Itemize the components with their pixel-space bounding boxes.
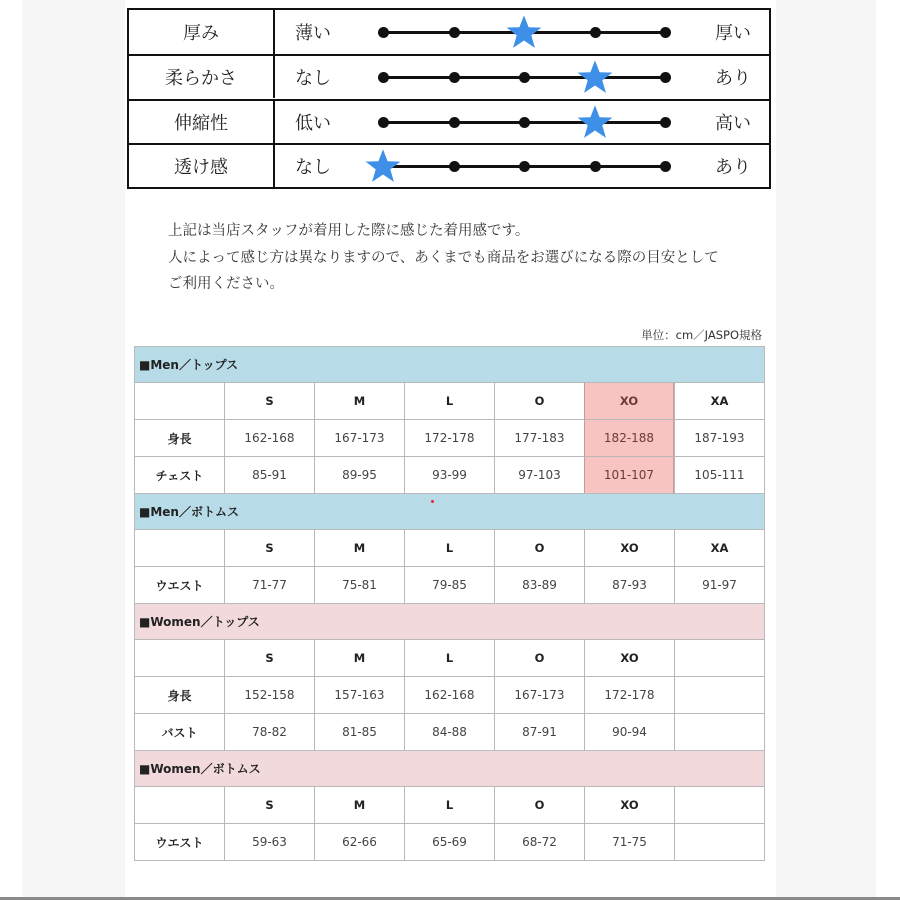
rating-row — [129, 99, 769, 143]
size-row — [134, 823, 765, 861]
size-header-cell: L — [404, 786, 494, 823]
star-icon — [576, 103, 614, 141]
scale-dot — [519, 72, 530, 83]
size-table-men-0 — [134, 346, 765, 493]
size-table-title: ■Women／トップス — [134, 603, 765, 639]
size-row — [134, 456, 765, 493]
measurement-value: 167-173 — [314, 419, 404, 456]
measurement-value — [674, 823, 765, 860]
size-table-women-3 — [134, 750, 765, 861]
rating-high-label: あり — [715, 68, 751, 90]
measurement-value: 157-163 — [314, 676, 404, 713]
size-header-row — [134, 382, 765, 419]
measurement-value: 68-72 — [494, 823, 584, 860]
scale-dot — [660, 27, 671, 38]
measurement-label: ウエスト — [134, 566, 224, 603]
size-header-cell: S — [224, 639, 314, 676]
size-header-cell — [674, 639, 765, 676]
size-header-cell: O — [494, 639, 584, 676]
measurement-value: 71-75 — [584, 823, 674, 860]
rating-high-label: 厚い — [715, 23, 751, 44]
note-line: 人によって感じ方は異なりますので、あくまでも商品をお選びになる際の目安として — [168, 249, 719, 266]
measurement-value: 59-63 — [224, 823, 314, 860]
rating-row — [129, 143, 769, 187]
size-header-cell: O — [494, 786, 584, 823]
measurement-value: 187-193 — [674, 419, 765, 456]
measurement-value: 182-188 — [584, 419, 674, 456]
measurement-label: 身長 — [134, 419, 224, 456]
size-row — [134, 713, 765, 750]
measurement-value — [674, 676, 765, 713]
measurement-value: 71-77 — [224, 566, 314, 603]
star-icon — [576, 58, 614, 96]
measurement-value — [674, 713, 765, 750]
size-row — [134, 566, 765, 603]
size-header-cell: XA — [674, 382, 765, 419]
size-header-cell: L — [404, 639, 494, 676]
size-row — [134, 676, 765, 713]
rating-label: 厚み — [129, 10, 275, 54]
scale-dot — [660, 117, 671, 128]
size-table-title: ■Women／ボトムス — [134, 750, 765, 786]
size-header-cell: XO — [584, 529, 674, 566]
rating-low-label: なし — [295, 68, 331, 90]
rating-row — [129, 54, 769, 98]
rating-low-label: 薄い — [295, 23, 331, 44]
star-icon — [505, 13, 543, 51]
size-row — [134, 419, 765, 456]
scale-dot — [449, 161, 460, 172]
measurement-label: 身長 — [134, 676, 224, 713]
size-table-title: ■Men／ボトムス — [134, 493, 765, 529]
rating-label: 柔らかさ — [129, 56, 275, 98]
stray-mark — [431, 500, 434, 503]
size-header-cell: XA — [674, 529, 765, 566]
note-line: 上記は当店スタッフが着用した際に感じた着用感です。 — [168, 223, 530, 239]
size-header-cell — [674, 786, 765, 823]
scale-dot — [590, 27, 601, 38]
measurement-value: 91-97 — [674, 566, 765, 603]
measurement-label: ウエスト — [134, 823, 224, 860]
size-header-cell: M — [314, 529, 404, 566]
size-header-cell: M — [314, 639, 404, 676]
measurement-value: 172-178 — [584, 676, 674, 713]
size-table-women-2 — [134, 603, 765, 750]
scale-dot — [378, 27, 389, 38]
size-header-cell: L — [404, 382, 494, 419]
measurement-value: 78-82 — [224, 713, 314, 750]
measurement-label: バスト — [134, 713, 224, 750]
rating-low-label: なし — [295, 156, 331, 178]
scale-dot — [449, 27, 460, 38]
measurement-value: 89-95 — [314, 456, 404, 493]
size-header-cell: M — [314, 786, 404, 823]
size-header-cell: XO — [584, 786, 674, 823]
scale-dot — [449, 117, 460, 128]
right-margin-panel — [776, 0, 876, 898]
measurement-value: 172-178 — [404, 419, 494, 456]
measurement-value: 87-93 — [584, 566, 674, 603]
size-header-cell: O — [494, 382, 584, 419]
star-icon — [364, 147, 402, 185]
rating-label: 伸縮性 — [129, 101, 275, 143]
size-header-cell: S — [224, 786, 314, 823]
measurement-value: 97-103 — [494, 456, 584, 493]
rating-row — [129, 10, 769, 54]
measurement-value: 83-89 — [494, 566, 584, 603]
measurement-value: 85-91 — [224, 456, 314, 493]
scale-dot — [519, 117, 530, 128]
rating-label: 透け感 — [129, 145, 275, 187]
measurement-value: 65-69 — [404, 823, 494, 860]
size-header-cell: O — [494, 529, 584, 566]
fabric-feel-rating-table — [127, 8, 771, 189]
rating-high-label: 高い — [715, 112, 751, 134]
size-header-row — [134, 786, 765, 823]
measurement-value: 105-111 — [674, 456, 765, 493]
measurement-value: 162-168 — [404, 676, 494, 713]
rating-high-label: あり — [715, 156, 751, 178]
size-header-cell: S — [224, 382, 314, 419]
corner-cell — [134, 529, 224, 566]
measurement-value: 75-81 — [314, 566, 404, 603]
measurement-value: 81-85 — [314, 713, 404, 750]
scale-dot — [519, 161, 530, 172]
size-header-row — [134, 529, 765, 566]
size-header-row — [134, 639, 765, 676]
note-line: ご利用ください。 — [168, 276, 284, 292]
size-header-cell: XO — [584, 639, 674, 676]
size-table-men-1 — [134, 493, 765, 603]
size-header-cell: M — [314, 382, 404, 419]
scale-dot — [378, 72, 389, 83]
measurement-value: 93-99 — [404, 456, 494, 493]
measurement-value: 62-66 — [314, 823, 404, 860]
measurement-value: 87-91 — [494, 713, 584, 750]
size-table-title: ■Men／トップス — [134, 346, 765, 382]
measurement-value: 177-183 — [494, 419, 584, 456]
measurement-value: 101-107 — [584, 456, 674, 493]
corner-cell — [134, 639, 224, 676]
corner-cell — [134, 786, 224, 823]
size-header-cell: L — [404, 529, 494, 566]
measurement-value: 167-173 — [494, 676, 584, 713]
rating-low-label: 低い — [295, 112, 331, 134]
scale-dot — [449, 72, 460, 83]
corner-cell — [134, 382, 224, 419]
measurement-value: 79-85 — [404, 566, 494, 603]
measurement-value: 90-94 — [584, 713, 674, 750]
measurement-label: チェスト — [134, 456, 224, 493]
left-margin-panel — [22, 0, 125, 898]
scale-dot — [660, 161, 671, 172]
measurement-value: 84-88 — [404, 713, 494, 750]
scale-dot — [378, 117, 389, 128]
scale-dot — [660, 72, 671, 83]
size-chart — [134, 346, 765, 861]
size-header-cell: S — [224, 529, 314, 566]
size-header-cell: XO — [584, 382, 674, 419]
scale-dot — [590, 161, 601, 172]
unit-label: 単位：cm／JASPO規格 — [641, 328, 762, 342]
fit-note — [168, 218, 719, 298]
measurement-value: 162-168 — [224, 419, 314, 456]
measurement-value: 152-158 — [224, 676, 314, 713]
